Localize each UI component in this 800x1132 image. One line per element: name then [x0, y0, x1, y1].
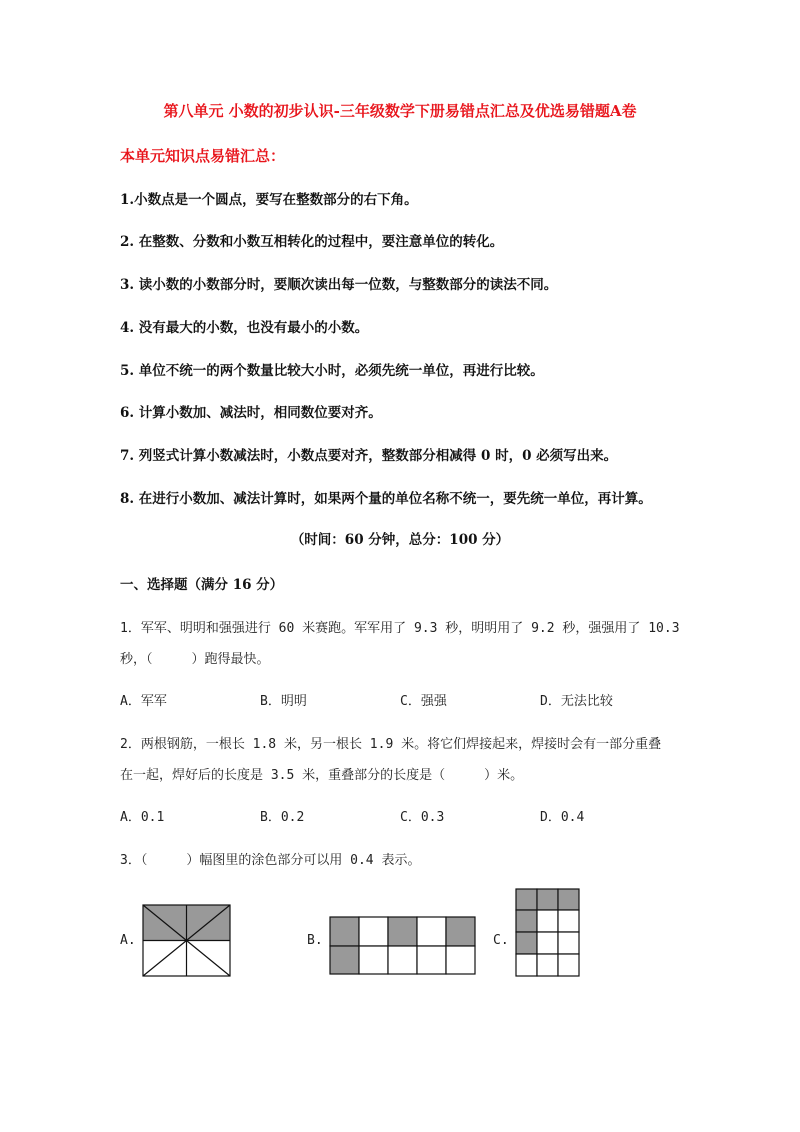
- figure-c-cell: [558, 910, 579, 932]
- figure-c-cell: [537, 954, 558, 976]
- q2-option-d[interactable]: D．0.4: [540, 810, 585, 825]
- figure-c-cell: [516, 954, 537, 976]
- question-3-line-1: 3．（ ）幅图里的涂色部分可以用 0.4 表示。: [120, 853, 421, 868]
- figure-c: [515, 888, 581, 978]
- q2-option-a[interactable]: A．0.1: [120, 810, 165, 825]
- figure-b-label[interactable]: B.: [307, 933, 323, 948]
- figure-b-cell: [417, 946, 446, 974]
- figure-c-cell: [516, 889, 537, 910]
- figure-c-cell: [516, 910, 537, 932]
- question-2-line-1: 2．两根钢筋，一根长 1.8 米，另一根长 1.9 米。将它们焊接起来，焊接时会有一部分重叠: [120, 737, 662, 752]
- figure-c-cell: [558, 932, 579, 954]
- point-7: 7. 列竖式计算小数减法时，小数点要对齐，整数部分相减得 0 时，0 必须写出来。: [120, 448, 618, 464]
- figure-c-cell: [537, 932, 558, 954]
- question-2-line-2: 在一起，焊好后的长度是 3.5 米，重叠部分的长度是（ ）米。: [120, 768, 524, 783]
- figure-c-label[interactable]: C.: [493, 933, 509, 948]
- q1-option-d[interactable]: D．无法比较: [540, 694, 613, 709]
- q2-option-b[interactable]: B．0.2: [260, 810, 305, 825]
- figure-b-cell: [359, 946, 388, 974]
- figure-b-cell: [388, 946, 417, 974]
- figure-a-label[interactable]: A.: [120, 933, 136, 948]
- figure-c-cell: [537, 889, 558, 910]
- figure-b-cell: [388, 917, 417, 946]
- figure-b-cell: [417, 917, 446, 946]
- point-1: 1.小数点是一个圆点，要写在整数部分的右下角。: [120, 192, 418, 208]
- figure-a: [142, 904, 232, 978]
- q1-option-a[interactable]: A．军军: [120, 694, 167, 709]
- figure-b-cell: [446, 946, 475, 974]
- figure-c-cell: [558, 889, 579, 910]
- q1-option-b[interactable]: B．明明: [260, 694, 307, 709]
- figure-b-cell: [330, 917, 359, 946]
- page-title: 第八单元 小数的初步认识-三年级数学下册易错点汇总及优选易错题A卷: [163, 102, 637, 120]
- figure-c-cell: [558, 954, 579, 976]
- question-1-line-2: 秒，（ ）跑得最快。: [120, 652, 270, 667]
- section-heading: 一、选择题（满分 16 分）: [120, 577, 284, 593]
- q1-option-c[interactable]: C．强强: [400, 694, 447, 709]
- figure-c-cell: [516, 932, 537, 954]
- point-8: 8. 在进行小数加、减法计算时，如果两个量的单位名称不统一，要先统一单位，再计算。: [120, 491, 652, 507]
- q2-option-c[interactable]: C．0.3: [400, 810, 445, 825]
- time-info: （时间：60 分钟，总分：100 分）: [290, 532, 510, 548]
- figure-b-cell: [330, 946, 359, 974]
- point-5: 5. 单位不统一的两个数量比较大小时，必须先统一单位，再进行比较。: [120, 363, 544, 379]
- figure-c-cell: [537, 910, 558, 932]
- point-3: 3. 读小数的小数部分时，要顺次读出每一位数，与整数部分的读法不同。: [120, 277, 558, 293]
- point-4: 4. 没有最大的小数，也没有最小的小数。: [120, 320, 369, 336]
- question-1-line-1: 1．军军、明明和强强进行 60 米赛跑。军军用了 9.3 秒，明明用了 9.2 秒，强强用了 10.3: [120, 621, 680, 636]
- point-2: 2. 在整数、分数和小数互相转化的过程中，要注意单位的转化。: [120, 234, 504, 250]
- summary-heading: 本单元知识点易错汇总：: [120, 147, 286, 165]
- figure-b-cell: [359, 917, 388, 946]
- figure-b: [329, 916, 479, 976]
- figure-b-cell: [446, 917, 475, 946]
- point-6: 6. 计算小数加、减法时，相同数位要对齐。: [120, 405, 382, 421]
